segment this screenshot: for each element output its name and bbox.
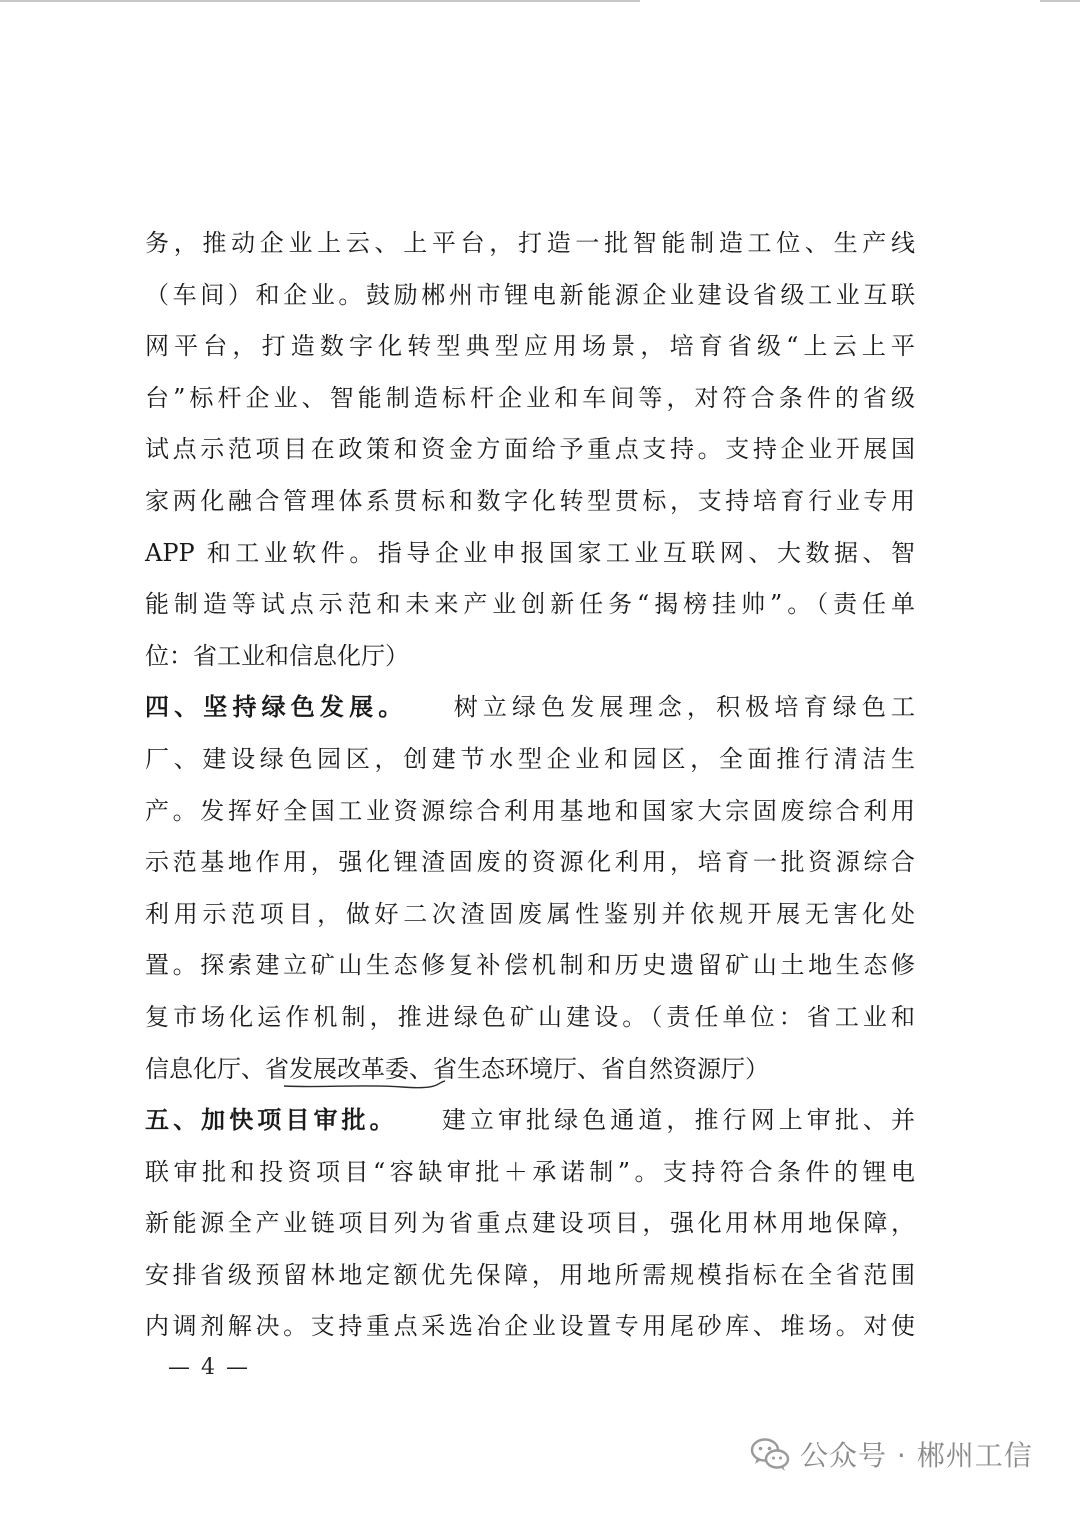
- watermark-text: 公众号 · 郴州工信: [800, 1439, 1033, 1472]
- section-heading: 五、加快项目审批。: [145, 1106, 386, 1135]
- heading-line-text: 建立审批绿色通道，推行网上审批、并: [385, 1106, 916, 1135]
- text-line: 安排省级预留林地定额优先保障，用地所需规模指标在全省范围: [145, 1260, 915, 1289]
- text-line: 置。探索建立矿山生态修复补偿机制和历史遗留矿山土地生态修: [145, 951, 915, 980]
- section-heading: 四、坚持绿色发展。: [145, 693, 396, 722]
- text-line: 内调剂解决。支持重点采选冶企业设置专用尾砂库、堆场。对使: [145, 1312, 915, 1341]
- text-line: 试点示范项目在政策和资金方面给予重点支持。支持企业开展国: [145, 435, 915, 464]
- text-line: APP 和工业软件。指导企业申报国家工业互联网、大数据、智: [145, 538, 915, 567]
- page-number: — 4 —: [168, 1355, 250, 1380]
- section-heading-line: [145, 1095, 915, 1147]
- section-heading-line: [145, 682, 915, 734]
- text-line: 联审批和投资项目“容缺审批＋承诺制”。支持符合条件的锂电: [145, 1157, 915, 1186]
- text-line: 新能源全产业链项目列为省重点建设项目，强化用林用地保障，: [145, 1209, 915, 1238]
- text-line: 利用示范项目，做好二次渣固废属性鉴别并依规开展无害化处: [145, 899, 915, 928]
- handwritten-underline: [282, 1078, 447, 1090]
- text-line: 务，推动企业上云、上平台，打造一批智能制造工位、生产线: [145, 229, 915, 257]
- text-line: 能制造等试点示范和未来产业创新任务“揭榜挂帅”。（责任单: [145, 590, 915, 619]
- text-line: 厂、建设绿色园区，创建节水型企业和园区，全面推行清洁生: [145, 744, 915, 773]
- scan-edge-mark: [0, 0, 640, 2]
- wechat-icon: [748, 1432, 792, 1476]
- text-line: 网平台，打造数字化转型典型应用场景，培育省级“上云上平: [145, 332, 915, 361]
- text-line: 家两化融合管理体系贯标和数字化转型贯标，支持培育行业专用: [145, 486, 915, 515]
- document-body: [145, 218, 915, 1353]
- text-line: 信息化厅、省发展改革委、省生态环境厅、省自然资源厅）: [145, 1054, 769, 1083]
- watermark: [748, 1432, 1033, 1476]
- text-line: 示范基地作用，强化锂渣固废的资源化利用，培育一批资源综合: [145, 848, 915, 877]
- text-line: （车间）和企业。鼓励郴州市锂电新能源企业建设省级工业互联: [145, 280, 915, 309]
- heading-line-text: 树立绿色发展理念，积极培育绿色工: [395, 693, 916, 722]
- scan-edge-mark-right: [1040, 0, 1080, 2]
- text-line: 产。发挥好全国工业资源综合利用基地和国家大宗固废综合利用: [145, 796, 915, 825]
- text-line: 台”标杆企业、智能制造标杆企业和车间等，对符合条件的省级: [145, 383, 915, 412]
- text-line: 复市场化运作机制，推进绿色矿山建设。（责任单位：省工业和: [145, 1002, 915, 1031]
- text-line: 位：省工业和信息化厅）: [145, 641, 409, 670]
